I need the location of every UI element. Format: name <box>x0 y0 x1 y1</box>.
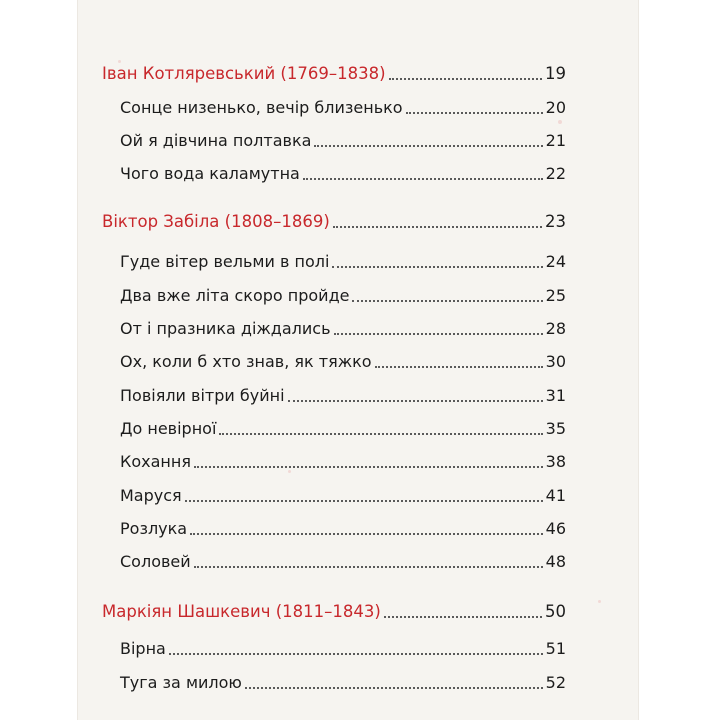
entry-page-number: 38 <box>545 452 566 471</box>
toc-entry-poem[interactable] <box>120 280 566 306</box>
dot-leader <box>334 333 543 335</box>
dot-leader <box>169 653 543 655</box>
dot-leader <box>194 566 543 568</box>
dot-leader <box>314 145 542 147</box>
entry-page-number: 50 <box>545 602 566 621</box>
dot-leader <box>288 400 543 402</box>
entry-title: Іван Котляревський (1769–1838) <box>102 64 386 83</box>
entry-page-number: 21 <box>545 131 566 150</box>
toc-entry-poem[interactable] <box>120 346 566 372</box>
entry-page-number: 30 <box>545 352 566 371</box>
book-page <box>78 0 638 720</box>
toc-entry-poem[interactable] <box>120 313 566 339</box>
dot-leader <box>406 112 543 114</box>
entry-title: Сонце низенько, вечір близенько <box>120 98 403 117</box>
dot-leader <box>190 533 543 535</box>
entry-title: До невірної <box>120 419 217 438</box>
toc-entry-poem[interactable] <box>120 413 566 439</box>
entry-title: Гуде вітер вельми в полі <box>120 252 330 271</box>
entry-title: Віктор Забіла (1808–1869) <box>102 212 330 231</box>
entry-title: Розлука <box>120 519 188 538</box>
toc-entry-poem[interactable] <box>120 480 566 506</box>
entry-title: Ох, коли б хто знав, як тяжко <box>120 352 372 371</box>
toc-entry-author[interactable] <box>102 58 566 84</box>
toc-entry-author[interactable] <box>102 596 566 622</box>
dot-leader <box>194 466 543 468</box>
entry-page-number: 24 <box>545 252 566 271</box>
entry-title: Кохання <box>120 452 191 471</box>
toc-entry-poem[interactable] <box>120 546 566 572</box>
entry-page-number: 22 <box>545 164 566 183</box>
dot-leader <box>389 78 542 80</box>
entry-title: Два вже літа скоро пройде <box>120 286 350 305</box>
dot-leader <box>185 500 543 502</box>
entry-page-number: 23 <box>545 212 566 231</box>
entry-page-number: 25 <box>545 286 566 305</box>
dot-leader <box>303 178 543 180</box>
entry-page-number: 19 <box>545 64 566 83</box>
dot-leader <box>375 366 543 368</box>
entry-page-number: 51 <box>545 639 566 658</box>
dot-leader <box>333 226 542 228</box>
entry-title: Маруся <box>120 486 182 505</box>
entry-title: Ой я дівчина полтавка <box>120 131 312 150</box>
entry-page-number: 35 <box>545 419 566 438</box>
toc-entry-poem[interactable] <box>120 667 566 693</box>
table-of-contents <box>78 0 638 720</box>
entry-title: От і празника діждались <box>120 319 331 338</box>
toc-entry-poem[interactable] <box>120 125 566 151</box>
dot-leader <box>245 687 543 689</box>
entry-title: Чого вода каламутна <box>120 164 300 183</box>
entry-title: Маркіян Шашкевич (1811–1843) <box>102 602 381 621</box>
dot-leader <box>219 433 542 435</box>
toc-entry-poem[interactable] <box>120 633 566 659</box>
toc-entry-poem[interactable] <box>120 92 566 118</box>
entry-page-number: 41 <box>545 486 566 505</box>
dot-leader <box>384 616 542 618</box>
entry-page-number: 20 <box>545 98 566 117</box>
dot-leader <box>332 266 542 268</box>
entry-title: Туга за милою <box>120 673 242 692</box>
entry-page-number: 31 <box>545 386 566 405</box>
toc-entry-poem[interactable] <box>120 380 566 406</box>
toc-entry-poem[interactable] <box>120 246 566 272</box>
entry-page-number: 48 <box>545 552 566 571</box>
toc-entry-poem[interactable] <box>120 513 566 539</box>
entry-title: Соловей <box>120 552 191 571</box>
entry-page-number: 46 <box>545 519 566 538</box>
entry-title: Вірна <box>120 639 166 658</box>
toc-entry-author[interactable] <box>102 206 566 232</box>
toc-entry-poem[interactable] <box>120 158 566 184</box>
dot-leader <box>352 300 542 302</box>
entry-page-number: 52 <box>545 673 566 692</box>
entry-title: Повіяли вітри буйні <box>120 386 285 405</box>
toc-entry-poem[interactable] <box>120 446 566 472</box>
entry-page-number: 28 <box>545 319 566 338</box>
